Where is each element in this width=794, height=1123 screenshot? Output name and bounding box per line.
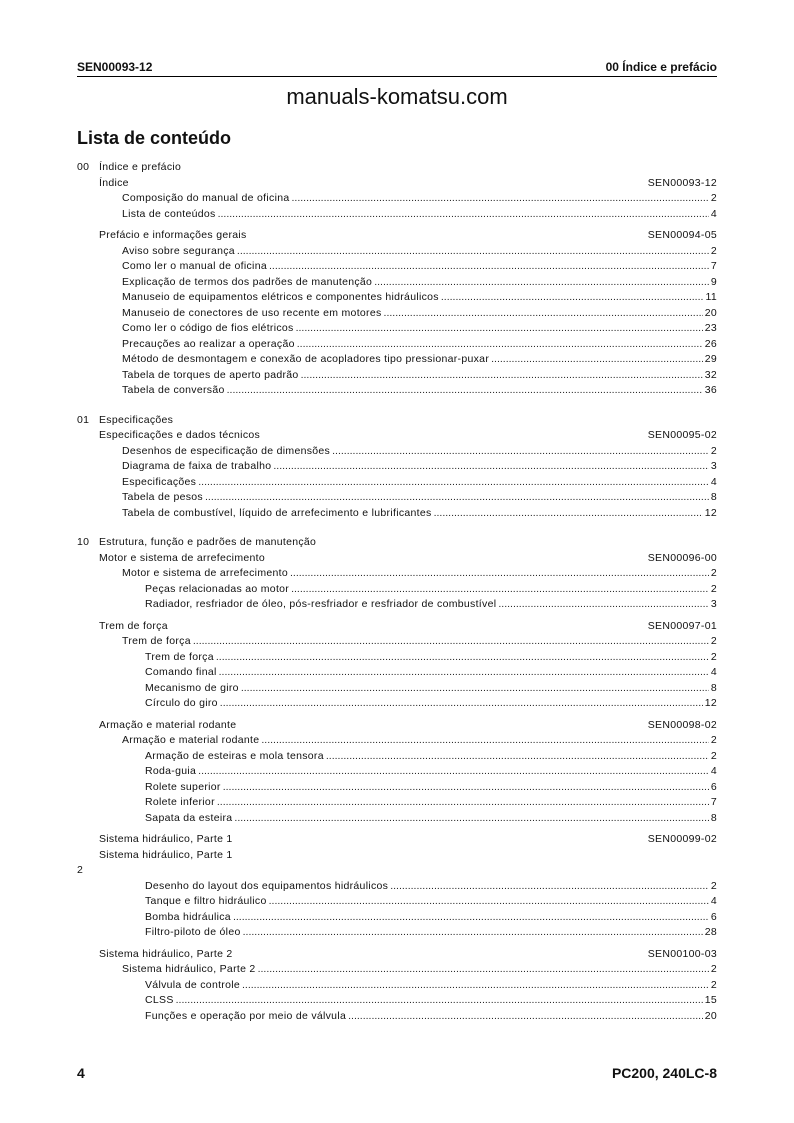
- entry-page-number: 20: [704, 306, 717, 319]
- toc-entry: [77, 337, 717, 353]
- entry-page-number: 2: [710, 879, 717, 892]
- entry-title: Tabela de pesos: [122, 491, 203, 503]
- entry-title: Desenho do layout dos equipamentos hidráulicos: [145, 879, 389, 892]
- entry-title: Tabela de combustível, líquido de arrefecimento e lubrificantes: [122, 506, 432, 519]
- dot-leader: [441, 290, 704, 306]
- group-document-code: SEN00096-00: [647, 551, 717, 564]
- dot-leader: [273, 459, 708, 475]
- toc-spacer: [77, 399, 717, 413]
- entry-page-number: 8: [710, 681, 717, 694]
- dot-leader: [269, 894, 709, 910]
- document-code: SEN00093-12: [77, 60, 153, 74]
- toc-entry: [77, 811, 717, 827]
- toc-entry: [77, 275, 717, 291]
- entry-page-number: 23: [704, 322, 717, 334]
- toc-entry: [77, 925, 717, 941]
- dot-leader: [176, 993, 703, 1009]
- entry-title: Aviso sobre segurança: [122, 244, 235, 257]
- toc-group: [77, 176, 717, 192]
- entry-page-number: 4: [710, 895, 717, 907]
- entry-title: Composição do manual de oficina: [122, 192, 290, 204]
- entry-page-number: 4: [710, 475, 717, 488]
- dot-leader: [233, 910, 709, 926]
- entry-title: Círculo do giro: [145, 697, 218, 709]
- toc-group: [77, 718, 717, 734]
- group-document-code: SEN00099-02: [647, 833, 717, 845]
- dot-leader: [217, 795, 709, 811]
- dot-leader: [198, 764, 709, 780]
- toc-entry: [77, 290, 717, 306]
- chapter-title: Estrutura, função e padrões de manutenção: [99, 536, 317, 548]
- dot-leader: [332, 444, 709, 460]
- toc-entry: [77, 733, 717, 749]
- toc-group: [77, 619, 717, 635]
- entry-title: CLSS: [145, 994, 174, 1006]
- entry-title: Rolete inferior: [145, 796, 215, 808]
- dot-leader: [258, 962, 709, 978]
- entry-title: Tanque e filtro hidráulico: [145, 895, 267, 907]
- watermark-text: manuals-komatsu.com: [286, 84, 508, 109]
- chapter-number: 10: [77, 536, 90, 548]
- entry-title: Comando final: [145, 666, 217, 678]
- toc-group: [77, 863, 717, 879]
- toc-entry: [77, 978, 717, 994]
- toc-group: [77, 228, 717, 244]
- toc-entry: [77, 582, 717, 598]
- entry-page-number: 6: [710, 910, 717, 923]
- dot-leader: [261, 733, 708, 749]
- toc-entry: [77, 681, 717, 697]
- toc-entry: [77, 749, 717, 765]
- entry-title: Trem de força: [122, 635, 191, 647]
- entry-page-number: 12: [704, 506, 717, 519]
- dot-leader: [301, 368, 703, 384]
- group-document-code: SEN00095-02: [647, 429, 717, 441]
- toc-entry: [77, 383, 717, 399]
- entry-page-number: 15: [704, 994, 717, 1006]
- toc-entry: [77, 506, 717, 522]
- section-title: 00 Índice e prefácio: [605, 60, 717, 74]
- entry-title: Especificações: [122, 475, 197, 488]
- group-title: Prefácio e informações gerais: [99, 229, 247, 241]
- dot-leader: [291, 191, 708, 207]
- toc-spacer: [77, 521, 717, 535]
- entry-page-number: 2: [710, 749, 717, 762]
- group-title: Armação e material rodante: [99, 718, 237, 731]
- toc-entry: [77, 879, 717, 895]
- entry-title: Lista de conteúdos: [122, 207, 216, 220]
- entry-page-number: 11: [705, 291, 717, 303]
- toc-entry: [77, 597, 717, 613]
- entry-title: Como ler o manual de oficina: [122, 260, 267, 272]
- entry-page-number: 3: [710, 598, 717, 610]
- entry-page-number: 4: [710, 765, 717, 777]
- chapter-title: Índice e prefácio: [99, 161, 182, 173]
- group-title: Motor e sistema de arrefecimento: [99, 551, 265, 564]
- entry-page-number: 28: [704, 926, 717, 938]
- toc-entry: [77, 352, 717, 368]
- group-title: Especificações e dados técnicos: [99, 429, 261, 441]
- group-document-code: SEN00098-02: [647, 718, 717, 731]
- entry-title: Válvula de controle: [145, 978, 241, 991]
- group-title: Trem de força: [99, 619, 168, 632]
- page-footer: [77, 1065, 717, 1081]
- chapter-number: 00: [77, 161, 90, 173]
- entry-title: Tabela de conversão: [122, 384, 225, 396]
- dot-leader: [348, 1009, 703, 1025]
- group-document-code: SEN00094-05: [647, 229, 717, 241]
- entry-page-number: 2: [710, 567, 717, 579]
- dot-leader: [498, 597, 709, 613]
- toc-entry: [77, 665, 717, 681]
- entry-title: Explicação de termos dos padrões de manutenção: [122, 275, 373, 288]
- dot-leader: [242, 978, 709, 994]
- entry-page-number: 2: [710, 650, 717, 663]
- group-title: Sistema hidráulico, Parte 2: [99, 947, 233, 960]
- toc-group: [77, 848, 717, 864]
- chapter-number: 01: [77, 413, 90, 426]
- dot-leader: [297, 337, 703, 353]
- toc-group: [77, 832, 717, 848]
- entry-page-number: 4: [710, 666, 717, 678]
- dot-leader: [220, 696, 703, 712]
- entry-title: Armação e material rodante: [122, 734, 260, 746]
- toc-entry: [77, 459, 717, 475]
- dot-leader: [223, 780, 709, 796]
- entry-title: Sapata da esteira: [145, 811, 233, 824]
- entry-title: Trem de força: [145, 650, 214, 663]
- entry-page-number: 2: [710, 978, 717, 991]
- dot-leader: [241, 681, 709, 697]
- group-document-code: SEN00100-03: [647, 947, 717, 960]
- entry-page-number: 26: [704, 337, 717, 350]
- dot-leader: [205, 490, 709, 506]
- toc-entry: [77, 321, 717, 337]
- entry-page-number: 4: [710, 207, 717, 220]
- toc-group: [77, 947, 717, 963]
- dot-leader: [296, 321, 703, 337]
- entry-page-number: 3: [710, 460, 717, 472]
- dot-leader: [193, 634, 709, 650]
- toc-entry: [77, 1009, 717, 1025]
- toc-entry: [77, 207, 717, 223]
- dot-leader: [291, 582, 709, 598]
- entry-title: Desenhos de especificação de dimensões: [122, 444, 331, 457]
- toc-group: [77, 551, 717, 567]
- entry-title: Manuseio de conectores de uso recente em motores: [122, 306, 382, 319]
- entry-page-number: 12: [704, 697, 717, 709]
- toc-entry: [77, 993, 717, 1009]
- entry-page-number: 2: [710, 444, 717, 457]
- entry-title: Diagrama de faixa de trabalho: [122, 460, 272, 472]
- entry-page-number: 7: [710, 796, 717, 808]
- dot-leader: [374, 275, 709, 291]
- entry-title: Tabela de torques de aperto padrão: [122, 368, 299, 381]
- toc-entry: [77, 962, 717, 978]
- entry-title: Motor e sistema de arrefecimento: [122, 567, 288, 579]
- entry-title: Funções e operação por meio de válvula: [145, 1009, 347, 1022]
- entry-page-number: 32: [704, 368, 717, 381]
- entry-title: Rolete superior: [145, 780, 221, 793]
- toc-entry: [77, 910, 717, 926]
- entry-page-number: 29: [704, 353, 717, 365]
- toc-chapter: [77, 160, 717, 176]
- toc-entry: [77, 894, 717, 910]
- toc-entry: [77, 368, 717, 384]
- toc-entry: [77, 306, 717, 322]
- entry-page-number: 20: [704, 1009, 717, 1022]
- dot-leader: [234, 811, 708, 827]
- page-title: Lista de conteúdo: [77, 128, 232, 148]
- dot-leader: [390, 879, 709, 895]
- entry-title: Precauções ao realizar a operação: [122, 337, 295, 350]
- group-title: Índice: [99, 176, 129, 189]
- toc-entry: [77, 650, 717, 666]
- entry-title: Método de desmontagem e conexão de acopladores tipo pressionar-puxar: [122, 353, 490, 365]
- entry-page-number: 2: [710, 244, 717, 257]
- dot-leader: [384, 306, 703, 322]
- table-of-contents: [77, 160, 717, 1024]
- model-name: PC200, 240LC-8: [611, 1065, 717, 1081]
- toc-entry: [77, 696, 717, 712]
- entry-page-number: 6: [710, 780, 717, 793]
- dot-leader: [237, 244, 709, 260]
- entry-page-number: 8: [710, 491, 717, 503]
- toc-entry: [77, 490, 717, 506]
- toc-chapter: [77, 535, 717, 551]
- entry-page-number: 7: [710, 260, 717, 272]
- dot-leader: [198, 475, 709, 491]
- entry-page-number: 2: [710, 734, 717, 746]
- entry-title: Radiador, resfriador de óleo, pós-resfriador e resfriador de combustível: [145, 598, 497, 610]
- entry-title: Como ler o código de fios elétricos: [122, 322, 294, 334]
- entry-title: Bomba hidráulica: [145, 910, 231, 923]
- toc-entry: [77, 566, 717, 582]
- group-title: 2: [77, 864, 84, 876]
- chapter-title: Especificações: [99, 413, 174, 426]
- dot-leader: [216, 650, 709, 666]
- dot-leader: [326, 749, 709, 765]
- toc-entry: [77, 634, 717, 650]
- group-title: Sistema hidráulico, Parte 1: [99, 848, 233, 861]
- toc-entry: [77, 475, 717, 491]
- entry-page-number: 2: [710, 963, 717, 975]
- entry-title: Filtro-piloto de óleo: [145, 926, 241, 938]
- toc-entry: [77, 244, 717, 260]
- toc-entry: [77, 259, 717, 275]
- toc-entry: [77, 780, 717, 796]
- group-title: Sistema hidráulico, Parte 1: [99, 833, 233, 845]
- page-number: 4: [77, 1065, 85, 1081]
- group-document-code: SEN00093-12: [647, 176, 717, 189]
- dot-leader: [269, 259, 709, 275]
- toc-group: [77, 428, 717, 444]
- dot-leader: [218, 207, 709, 223]
- group-document-code: SEN00097-01: [647, 619, 717, 632]
- dot-leader: [434, 506, 703, 522]
- dot-leader: [219, 665, 709, 681]
- entry-title: Sistema hidráulico, Parte 2: [122, 963, 256, 975]
- dot-leader: [491, 352, 703, 368]
- toc-entry: [77, 795, 717, 811]
- toc-chapter: [77, 413, 717, 429]
- entry-page-number: 2: [710, 582, 717, 595]
- toc-entry: [77, 191, 717, 207]
- entry-page-number: 36: [704, 384, 717, 396]
- entry-title: Manuseio de equipamentos elétricos e componentes hidráulicos: [122, 291, 439, 303]
- entry-page-number: 2: [710, 635, 717, 647]
- entry-page-number: 2: [710, 192, 717, 204]
- entry-page-number: 8: [710, 811, 717, 824]
- running-header: [77, 60, 717, 77]
- entry-title: Armação de esteiras e mola tensora: [145, 749, 324, 762]
- toc-entry: [77, 444, 717, 460]
- entry-page-number: 9: [710, 275, 717, 288]
- entry-title: Roda-guia: [145, 765, 197, 777]
- toc-entry: [77, 764, 717, 780]
- dot-leader: [290, 566, 709, 582]
- dot-leader: [243, 925, 703, 941]
- entry-title: Peças relacionadas ao motor: [145, 582, 290, 595]
- entry-title: Mecanismo de giro: [145, 681, 239, 694]
- dot-leader: [227, 383, 703, 399]
